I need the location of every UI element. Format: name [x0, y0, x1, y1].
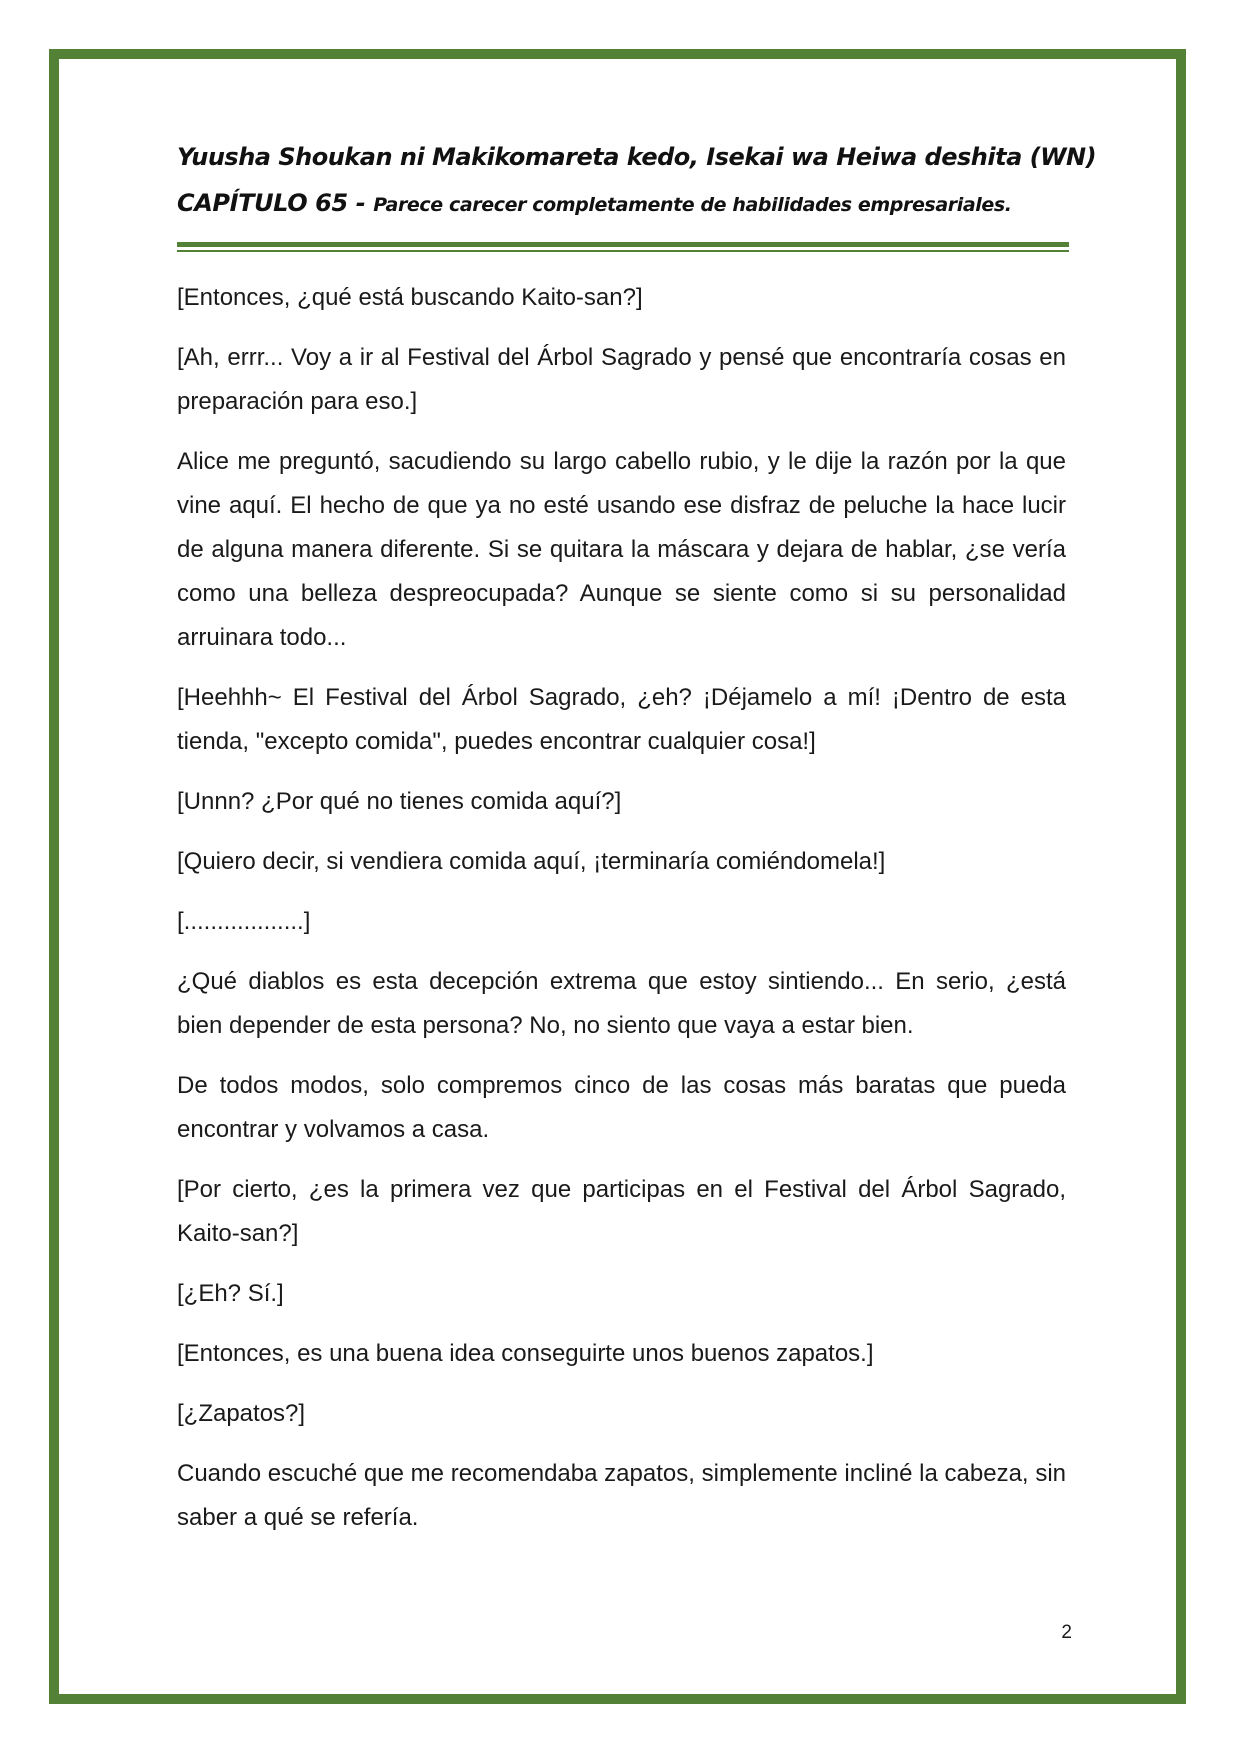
- series-title: Yuusha Shoukan ni Makikomareta kedo, Isekai wa Heiwa deshita (WN): [177, 143, 1097, 171]
- paragraph: De todos modos, solo compremos cinco de las cosas más baratas que pueda encontrar y volvamos a casa.: [177, 1072, 1066, 1143]
- chapter-subtitle: Parece carecer completamente de habilidades empresariales.: [373, 194, 1012, 216]
- paragraph: [..................]: [177, 908, 311, 935]
- document-header: [177, 143, 1097, 217]
- paragraph: [Unnn? ¿Por qué no tienes comida aquí?]: [177, 788, 622, 815]
- paragraph: Alice me preguntó, sacudiendo su largo cabello rubio, y le dije la razón por la que vine aquí. El hecho de que ya no esté usando ese disfraz de peluche la hace lucir de alguna manera diferente. Si se quitara la máscara y dejara de hablar, ¿se vería como una belleza despreocupada? Aunque se siente como si su personalidad arruinara todo...: [177, 448, 1066, 651]
- header-rule-thick: [177, 242, 1069, 247]
- paragraph: [Quiero decir, si vendiera comida aquí, ¡terminaría comiéndomela!]: [177, 848, 886, 875]
- paragraph: Cuando escuché que me recomendaba zapatos, simplemente incliné la cabeza, sin saber a qué se refería.: [177, 1460, 1066, 1531]
- paragraph: [¿Zapatos?]: [177, 1400, 306, 1427]
- paragraph: [Heehhh~ El Festival del Árbol Sagrado, ¿eh? ¡Déjamelo a mí! ¡Dentro de esta tienda, "excepto comida", puedes encontrar cualquier cosa!]: [177, 684, 1066, 755]
- paragraph: [Ah, errr... Voy a ir al Festival del Árbol Sagrado y pensé que encontraría cosas en preparación para eso.]: [177, 344, 1066, 415]
- chapter-heading: [177, 189, 1067, 217]
- page-number: 2: [1061, 1622, 1072, 1643]
- document-body: [177, 276, 1066, 1556]
- paragraph: [¿Eh? Sí.]: [177, 1280, 284, 1307]
- paragraph: [Entonces, es una buena idea conseguirte unos buenos zapatos.]: [177, 1340, 874, 1367]
- paragraph: ¿Qué diablos es esta decepción extrema que estoy sintiendo... En serio, ¿está bien depender de esta persona? No, no siento que vaya a estar bien.: [177, 968, 1066, 1039]
- header-rule-thin: [177, 250, 1069, 252]
- chapter-number: CAPÍTULO 65 -: [177, 189, 374, 217]
- paragraph: [Por cierto, ¿es la primera vez que participas en el Festival del Árbol Sagrado, Kaito-san?]: [177, 1176, 1066, 1247]
- paragraph: [Entonces, ¿qué está buscando Kaito-san?]: [177, 284, 643, 311]
